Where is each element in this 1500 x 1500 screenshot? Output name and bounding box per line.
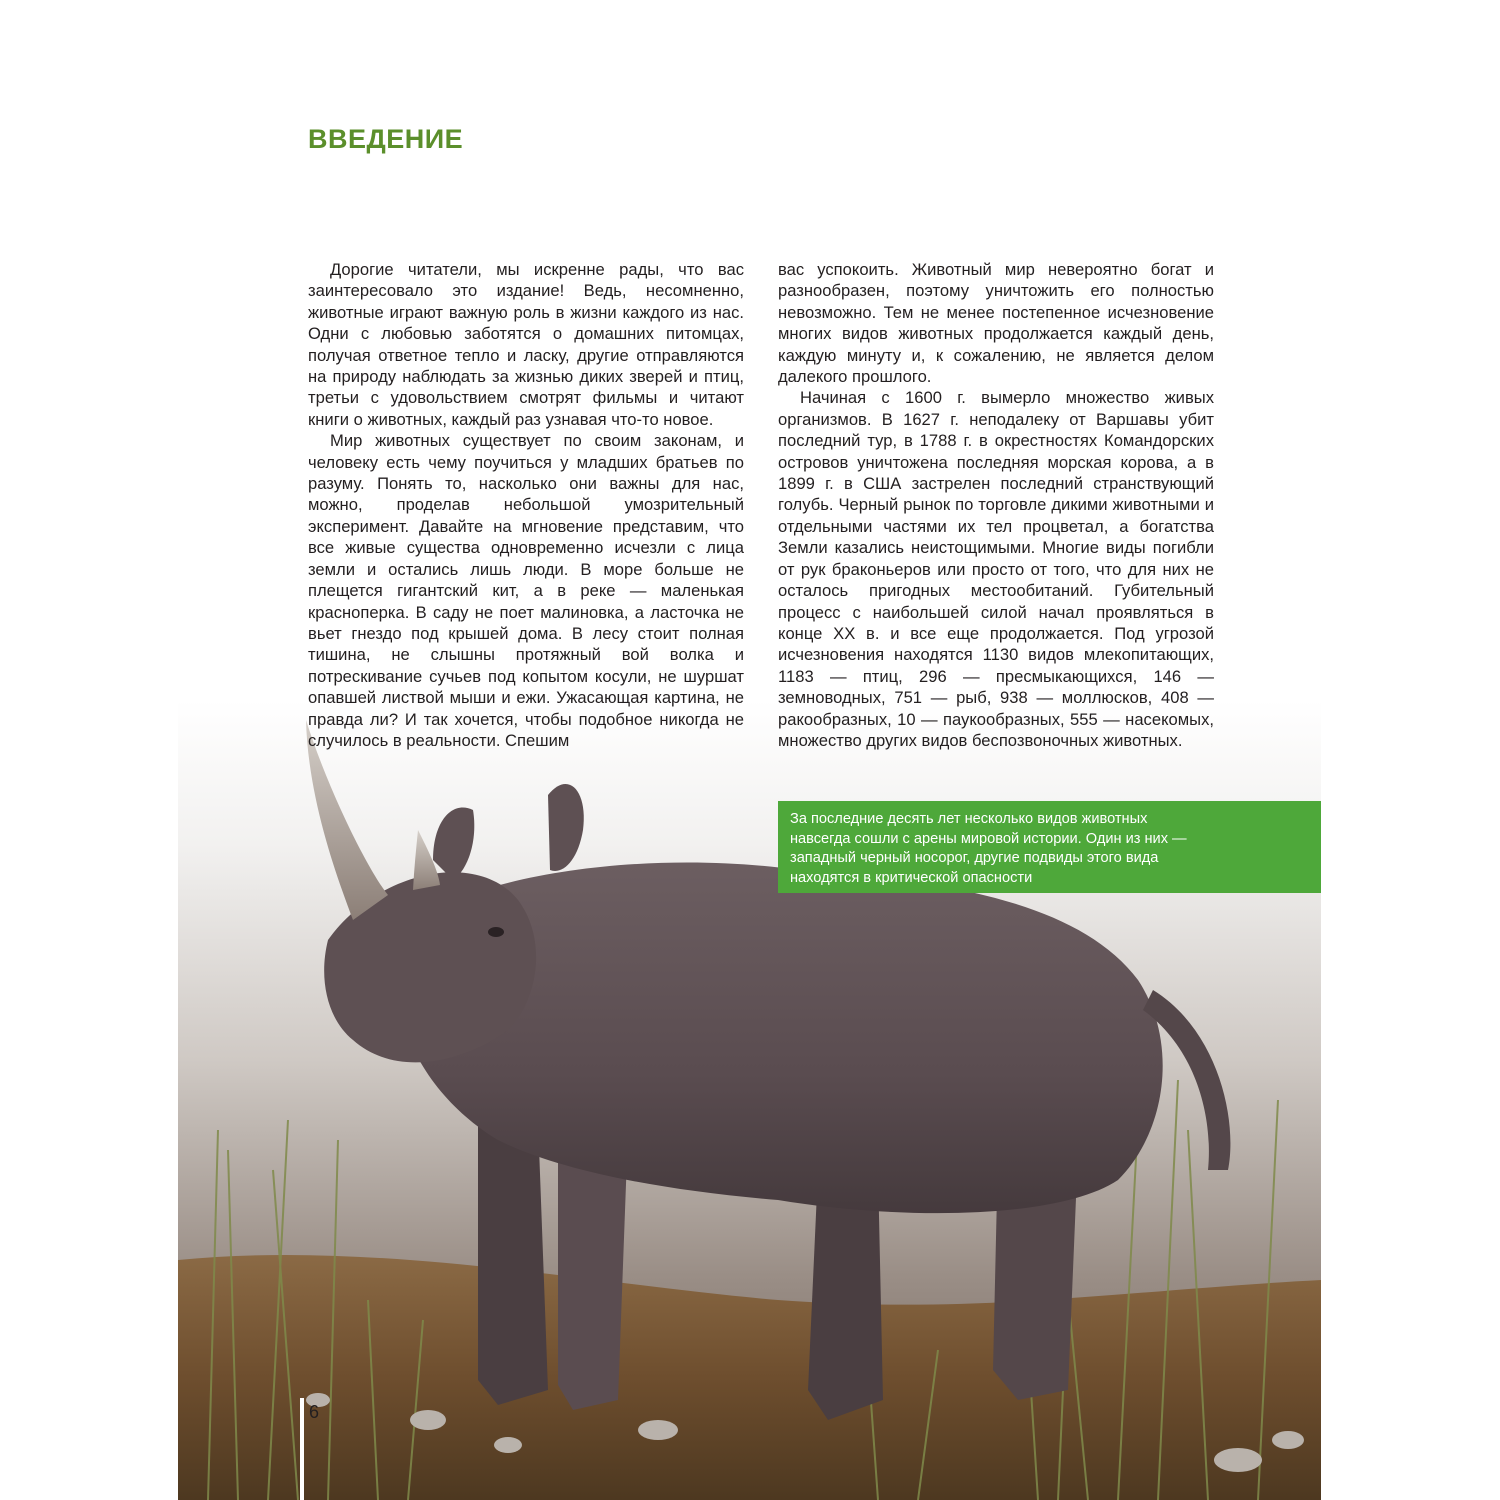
text-column-left bbox=[308, 259, 744, 751]
page-number: 6 bbox=[309, 1402, 320, 1422]
folio-bar bbox=[300, 1398, 304, 1500]
text-column-right bbox=[778, 259, 1214, 751]
paragraph-intro: Дорогие читатели, мы искренне рады, что вас заинтересовало это издание! Ведь, несомненно, животные играют важную роль в жизни каждого из нас. Одни с любовью заботятся о домашних питомцах, получая ответное тепло и ласку, другие отправляются на природу наблюдать за жизнью диких зверей и птиц, третьи с удовольствием смотрят фильмы и читают книги о животных, каждый раз узнавая что-то новое. bbox=[308, 260, 744, 429]
paragraph-extinction: Начиная с 1600 г. вымерло множество живых организмов. В 1627 г. неподалеку от Варшавы убит последний тур, в 1788 г. в окрестностях Командорских островов уничтожена последняя морская корова, а в 1899 г. в США застрелен последний странствующий голубь. Черный рынок по торговле дикими животными и отдельными частями их тел процветал, а богатства Земли казались неистощимыми. Многие виды погибли от рук браконьеров или просто от того, что для них не осталось пригодных местообитаний. Губительный процесс с наибольшей силой начал проявляться в конце XX в. и все еще продолжается. Под угрозой исчезновения находятся 1130 видов млекопитающих, 1183 — птиц, 296 — пресмыкающихся, 146 — земноводных, 751 — рыб, 938 — моллюсков, 408 — ракообразных, 10 — паукообразных, 555 — насекомых, множество других видов беспозвоночных животных. bbox=[778, 388, 1214, 750]
paragraph-animal-world: Мир животных существует по своим законам, и человеку есть чему поучиться у младших братьев по разуму. Понять то, насколько они важны для нас, можно, проделав небольшой умозрительный эксперимент. Давайте на мгновение представим, что все живые существа одновременно исчезли с лица земли и остались лишь люди. В море больше не плещется гигантский кит, а в реке — маленькая красноперка. В саду не поет малиновка, а ласточка не вьет гнездо под крышей дома. В лесу стоит полная тишина, не слышны протяжный вой волка и потрескивание сучьев под копытом косули, не шуршат опавшей листвой мыши и ежи. Ужасающая картина, не правда ли? И так хочется, чтобы подобное никогда не случилось в реальности. Спешим bbox=[308, 431, 744, 750]
paragraph-continuation: вас успокоить. Животный мир невероятно богат и разнообразен, поэтому уничтожить его полностью невозможно. Тем не менее постепенное исчезновение многих видов животных продолжается каждый день, каждую минуту и, к сожалению, не является делом далекого прошлого. bbox=[778, 260, 1214, 387]
caption-box bbox=[778, 801, 1321, 893]
page-title: ВВЕДЕНИЕ bbox=[308, 124, 464, 154]
caption-text: За последние десять лет несколько видов животных навсегда сошли с арены мировой истории. Один из них — западный черный носорог, другие подвиды этого вида находятся в критической опасности bbox=[790, 811, 1187, 886]
